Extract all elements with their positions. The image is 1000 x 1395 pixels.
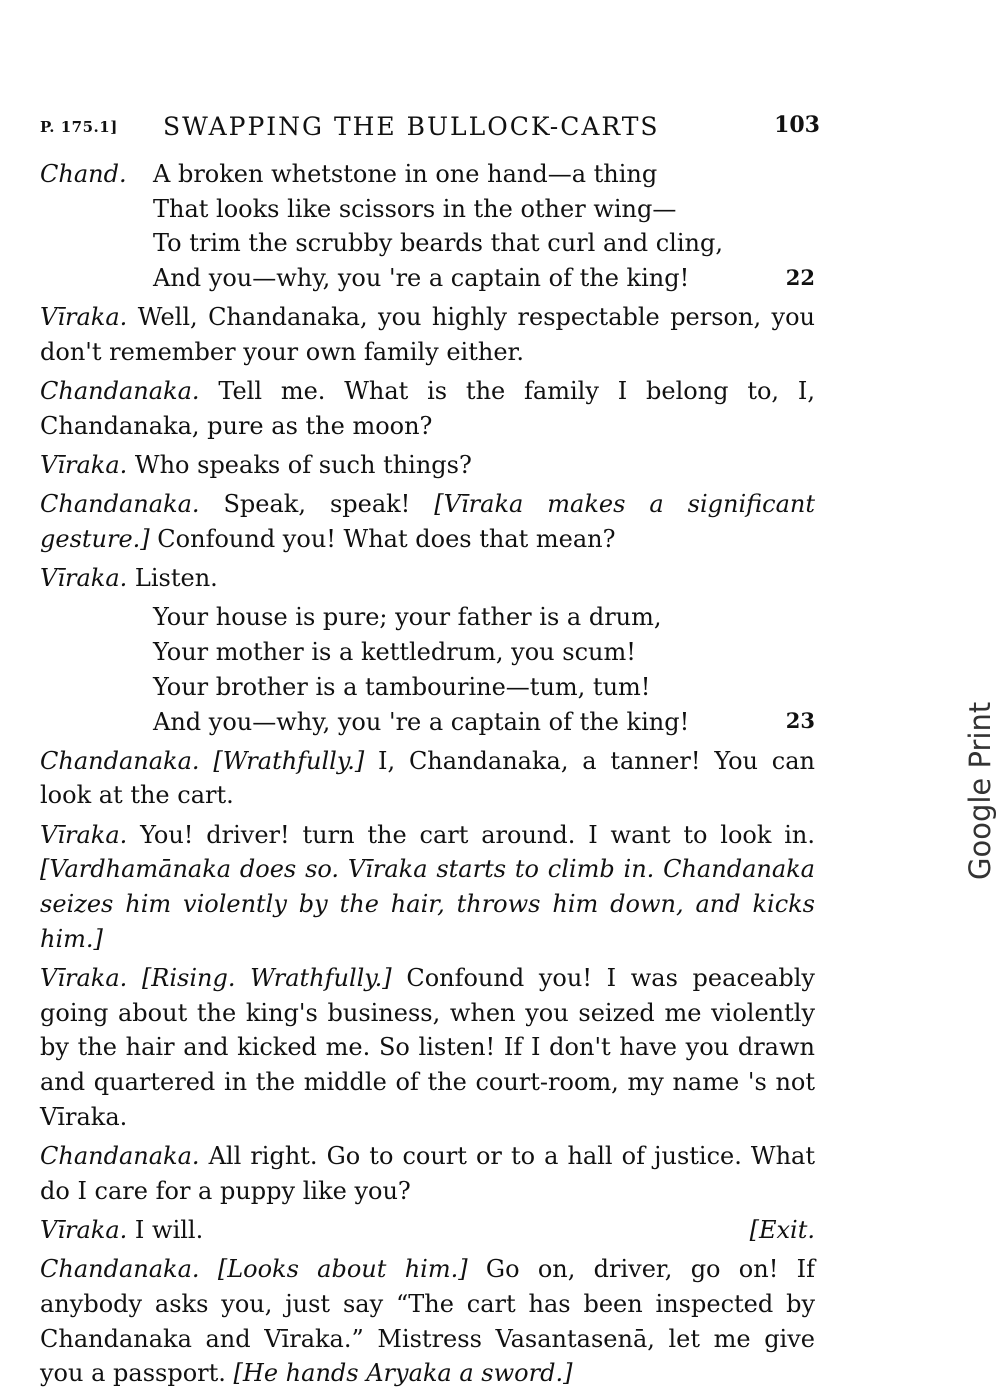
speech-text: Listen. — [134, 564, 218, 593]
running-title: SWAPPING THE BULLOCK-CARTS — [163, 112, 660, 141]
verse-line: And you—why, you 're a captain of the king! — [153, 707, 690, 736]
page-number: 103 — [774, 112, 820, 138]
verse-line: And you—why, you 're a captain of the king! — [153, 264, 690, 293]
speech-paragraph — [40, 374, 815, 443]
speech-paragraph — [40, 487, 815, 556]
google-print-watermark: Google Print — [963, 701, 997, 880]
speech-paragraph — [40, 1213, 815, 1248]
speaker-label: Vīraka. — [40, 564, 128, 593]
speech-paragraph — [40, 744, 815, 813]
stage-direction: [Looks about him.] — [217, 1255, 468, 1284]
speech-paragraph — [40, 448, 815, 483]
verse-line: Your house is pure; your father is a drum, — [153, 603, 662, 632]
speech-paragraph — [40, 300, 815, 369]
verse-line: To trim the scrubby beards that curl and cling, — [153, 229, 723, 258]
verse-number: 23 — [785, 708, 815, 734]
stage-direction: [Rising. Wrathfully.] — [141, 963, 392, 992]
page-reference: P. 175.1] — [40, 118, 118, 136]
verse-22 — [40, 157, 815, 296]
speech-text: Confound you! What does that mean? — [157, 525, 616, 554]
speaker-label: Vīraka. — [40, 451, 128, 480]
stage-direction: [He hands Aryaka a sword.] — [233, 1359, 573, 1388]
verse-line: That looks like scissors in the other wing— — [153, 194, 677, 223]
speaker-label: Chandanaka. — [40, 1141, 200, 1170]
speech-text: Speak, speak! — [223, 490, 411, 519]
speech-text: You! driver! turn the cart around. I want to look in. — [140, 820, 815, 849]
speaker-label: Vīraka. — [40, 1215, 128, 1244]
speech-paragraph — [40, 561, 815, 596]
speaker-label: Vīraka. — [40, 820, 128, 849]
speaker-label: Chandanaka. — [40, 746, 200, 775]
stage-direction: [Vardhamānaka does so. Vīraka starts to climb in. Chandanaka seizes him violently by the hair, throws him down, and kicks him.] — [40, 855, 815, 953]
speech-text: I, Chandanaka, a tanner! You can look at the cart. — [40, 746, 816, 810]
speech-text: Well, Chandanaka, you highly respectable person, you don't remember your own family either. — [40, 303, 815, 367]
speech-text: Tell me. What is the family I belong to, I, Chandanaka, pure as the moon? — [40, 377, 815, 440]
running-header — [40, 112, 820, 142]
speech-paragraph — [40, 1139, 815, 1208]
speech-text: All right. Go to court or to a hall of justice. What do I care for a puppy like you? — [40, 1141, 815, 1205]
speaker-label: Chandanaka. — [40, 377, 200, 406]
speech-text: Confound you! I was peaceably going about the king's business, when you seized me violently by the hair and kicked me. So listen! If I don't have you drawn and quartered in the middle of the court-room, my name 's not Vīraka. — [40, 963, 815, 1131]
verse-line: Your mother is a kettledrum, you scum! — [153, 638, 636, 667]
speech-paragraph — [40, 818, 815, 957]
verse-23 — [40, 600, 815, 739]
verse-number: 22 — [785, 265, 815, 290]
speaker-label: Vīraka. — [40, 963, 128, 992]
stage-direction: [Vīraka makes a significant gesture.] — [40, 490, 815, 554]
speaker-label: Chand. — [40, 160, 127, 188]
page-text — [40, 157, 815, 1395]
speech-text: I will. — [134, 1215, 204, 1244]
verse-line: A broken whetstone in one hand—a thing — [153, 160, 658, 188]
stage-direction: [Wrathfully.] — [213, 746, 365, 775]
speech-paragraph — [40, 961, 815, 1135]
speech-paragraph — [40, 1252, 815, 1391]
speaker-label: Vīraka. — [40, 303, 128, 332]
speech-text: Who speaks of such things? — [134, 451, 472, 480]
speaker-label: Chandanaka. — [40, 490, 200, 519]
speaker-label: Chandanaka. — [40, 1255, 200, 1284]
speech-text: Go on, driver, go on! If anybody asks you, just say “The cart has been inspected by Chandanaka and Vīraka.” Mistress Vasantasenā, let me give you a passport. — [40, 1255, 816, 1388]
exit-direction: [Exit. — [749, 1215, 815, 1244]
verse-line: Your brother is a tambourine—tum, tum! — [153, 672, 651, 701]
